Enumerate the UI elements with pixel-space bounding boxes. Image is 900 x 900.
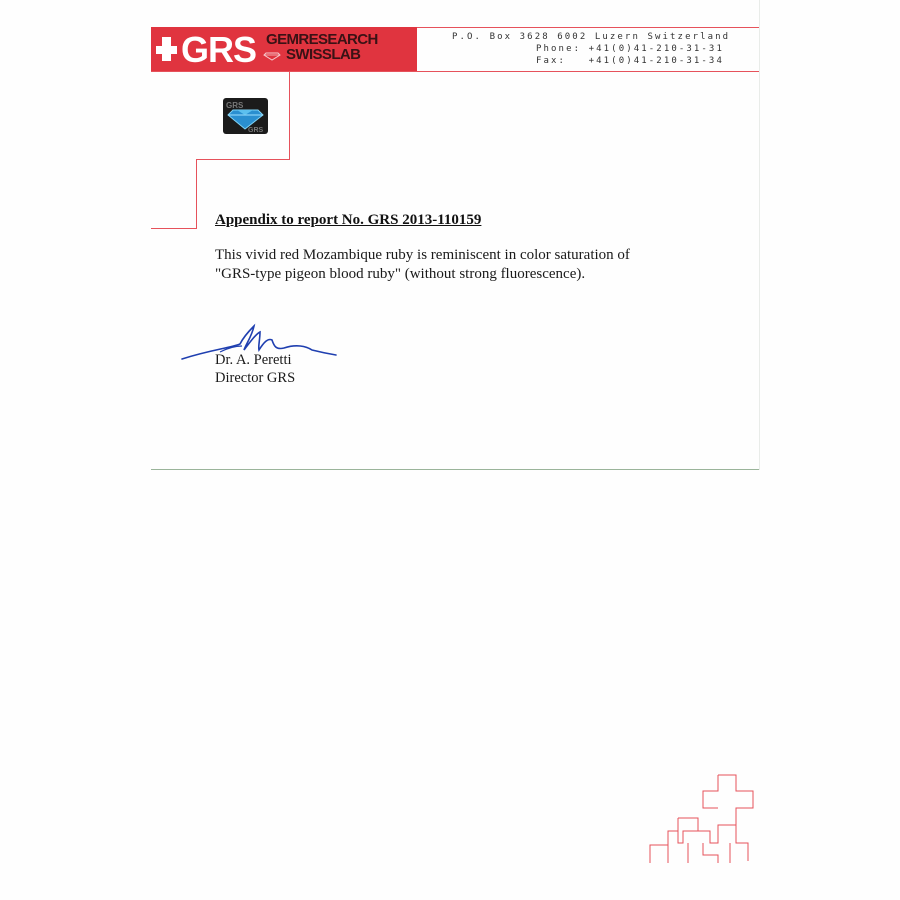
frame-vertical-outer [289, 72, 290, 160]
diamond-icon [263, 52, 281, 61]
logo-sub-line2: SWISSLAB [286, 46, 361, 63]
body-line-1: This vivid red Mozambique ruby is reminiscent in color saturation of [215, 247, 630, 263]
address-block [452, 31, 730, 67]
frame-horizontal-low [151, 228, 197, 229]
body-line-2: "GRS-type pigeon blood ruby" (without strong fluorescence). [215, 266, 586, 282]
header-top-line [417, 27, 759, 28]
grs-hologram-emblem-icon [223, 98, 268, 134]
logo-sub-line1: GEMRESEARCH [266, 31, 378, 48]
signatory-name: Dr. A. Peretti [215, 352, 292, 368]
signatory-title: Director GRS [215, 370, 296, 386]
header-right-edge [759, 0, 760, 470]
logo-text: GRS [181, 29, 257, 70]
section-divider [151, 469, 759, 470]
svg-text:GRS: GRS [226, 101, 244, 110]
appendix-title: Appendix to report No. GRS 2013-110159 [215, 212, 482, 228]
address-line: P.O. Box 3628 6002 Luzern Switzerland [452, 32, 731, 42]
header-bottom-line [151, 71, 759, 72]
frame-vertical-inner [196, 159, 197, 228]
appendix-body [215, 246, 695, 284]
frame-horizontal-mid [196, 159, 290, 160]
svg-text:GRS: GRS [248, 127, 264, 134]
phone-line: Phone: +41(0)41-210-31-31 [536, 44, 724, 54]
signatory [215, 351, 295, 387]
logo-subtitle [266, 32, 378, 62]
swiss-cross-pattern-decoration [648, 773, 758, 865]
fax-line: Fax: +41(0)41-210-31-34 [536, 56, 724, 66]
swiss-cross-icon [156, 37, 180, 61]
